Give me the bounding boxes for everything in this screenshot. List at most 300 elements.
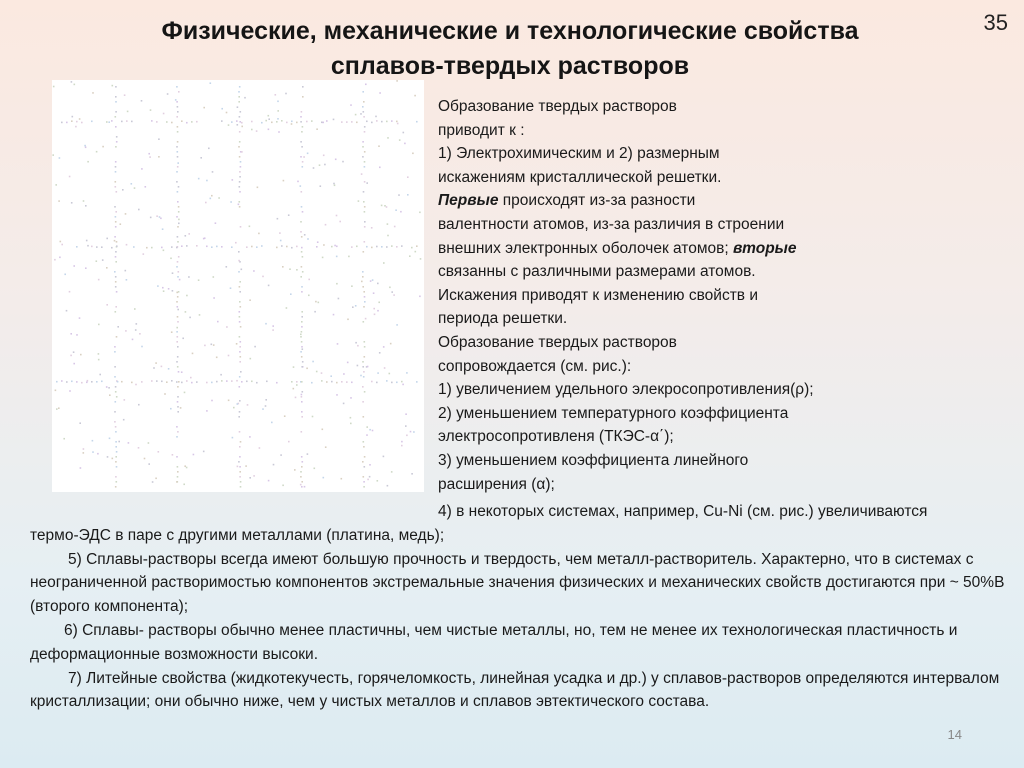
figure-speck (61, 244, 63, 246)
figure-speck (145, 186, 147, 188)
figure-speck (226, 326, 228, 328)
figure-speck (314, 311, 316, 313)
figure-speck (206, 246, 208, 248)
figure-speck (101, 246, 103, 248)
figure-speck (139, 333, 141, 335)
figure-speck (313, 167, 315, 169)
figure-speck (239, 361, 241, 363)
figure-speck (205, 202, 207, 204)
figure-speck (306, 121, 308, 123)
figure-speck (300, 351, 302, 353)
figure-speck (127, 111, 129, 113)
figure-speck (387, 223, 389, 225)
figure-speck (176, 341, 178, 343)
figure-speck (361, 173, 363, 175)
figure-speck (161, 366, 163, 368)
figure-speck (383, 456, 385, 458)
figure-speck (323, 477, 325, 479)
figure-speck (364, 206, 366, 208)
figure-speck (176, 361, 178, 363)
figure-speck (378, 302, 380, 304)
figure-speck (251, 381, 253, 383)
figure-speck (168, 288, 170, 290)
page-title (60, 14, 960, 84)
figure-speck (115, 96, 117, 98)
figure-speck (69, 390, 71, 392)
figure-speck (404, 143, 406, 145)
figure-speck (300, 221, 302, 223)
figure-speck (118, 441, 120, 443)
figure-speck (218, 197, 220, 199)
figure-speck (239, 201, 241, 203)
figure-speck (226, 266, 228, 268)
figure-speck (336, 256, 338, 258)
figure-speck (114, 421, 116, 423)
figure-speck (138, 209, 140, 211)
figure-speck (91, 121, 93, 123)
figure-speck (114, 366, 116, 368)
figure-speck (240, 161, 242, 163)
figure-speck (366, 182, 368, 184)
figure-speck (186, 245, 188, 247)
figure-speck (322, 257, 324, 259)
figure-speck (401, 441, 403, 443)
figure-speck (54, 259, 56, 261)
figure-speck (300, 141, 302, 143)
figure-speck (177, 141, 179, 143)
figure-speck (177, 396, 179, 398)
figure-speck (271, 422, 273, 424)
figure-speck (178, 271, 180, 273)
figure-speck (176, 331, 178, 333)
figure-speck (213, 276, 215, 278)
figure-speck (166, 121, 168, 123)
figure-speck (254, 346, 256, 348)
figure-speck (286, 246, 288, 248)
figure-speck (335, 159, 337, 161)
phase-diagrams-figure (52, 80, 424, 492)
figure-speck (87, 380, 89, 382)
text-line: искажениям кристаллической решетки. (438, 168, 722, 186)
figure-speck (283, 180, 285, 182)
figure-speck (301, 316, 303, 318)
figure-speck (334, 185, 336, 187)
figure-speck (171, 380, 173, 382)
figure-speck (141, 381, 143, 383)
figure-speck (341, 121, 343, 123)
figure-speck (351, 382, 353, 384)
figure-speck (151, 247, 153, 249)
figure-speck (238, 416, 240, 418)
figure-speck (238, 96, 240, 98)
figure-speck (300, 121, 302, 123)
figure-speck (106, 121, 108, 123)
figure-speck (301, 341, 303, 343)
figure-speck (280, 454, 282, 456)
figure-speck (363, 481, 365, 483)
figure-speck (212, 171, 214, 173)
figure-speck (416, 121, 418, 123)
figure-speck (228, 400, 230, 402)
figure-speck (177, 201, 179, 203)
figure-speck (336, 394, 338, 396)
figure-speck (148, 442, 150, 444)
figure-speck (184, 392, 186, 394)
figure-speck (141, 346, 143, 348)
figure-speck (363, 371, 365, 373)
figure-speck (239, 471, 241, 473)
figure-speck (156, 380, 158, 382)
figure-speck (177, 366, 179, 368)
figure-speck (271, 122, 273, 124)
figure-speck (177, 131, 179, 133)
figure-speck (136, 323, 138, 325)
figure-speck (362, 461, 364, 463)
figure-speck (290, 293, 292, 295)
figure-speck (117, 381, 119, 383)
figure-speck (315, 301, 317, 303)
figure-speck (171, 122, 173, 124)
figure-speck (379, 352, 381, 354)
figure-speck (376, 120, 378, 122)
figure-speck (245, 465, 247, 467)
figure-speck (233, 407, 235, 409)
figure-speck (293, 388, 295, 390)
figure-speck (364, 126, 366, 128)
figure-speck (239, 351, 241, 353)
figure-speck (172, 454, 174, 456)
figure-speck (108, 387, 110, 389)
figure-speck (239, 181, 241, 183)
figure-speck (106, 386, 108, 388)
figure-speck (387, 137, 389, 139)
figure-speck (144, 458, 146, 460)
figure-speck (156, 215, 158, 217)
figure-speck (239, 141, 241, 143)
figure-speck (322, 122, 324, 124)
figure-speck (131, 183, 133, 185)
figure-speck (235, 242, 237, 244)
figure-speck (281, 120, 283, 122)
figure-speck (376, 246, 378, 248)
figure-speck (396, 121, 398, 123)
figure-speck (286, 122, 288, 124)
figure-speck (311, 120, 313, 122)
figure-speck (79, 422, 81, 424)
figure-speck (362, 271, 364, 273)
figure-speck (419, 212, 421, 214)
figure-speck (177, 386, 179, 388)
emphasis-second: вторые (732, 239, 797, 257)
figure-speck (114, 411, 116, 413)
figure-speck (241, 151, 243, 153)
figure-speck (343, 403, 345, 405)
figure-speck (316, 128, 318, 130)
figure-speck (92, 451, 94, 453)
figure-speck (198, 279, 200, 281)
figure-speck (364, 391, 366, 393)
figure-speck (176, 266, 178, 268)
figure-speck (66, 310, 68, 312)
figure-speck (330, 375, 332, 377)
figure-speck (300, 185, 302, 187)
figure-speck (239, 400, 241, 402)
figure-speck (401, 445, 403, 447)
figure-speck (58, 407, 60, 409)
figure-speck (60, 241, 62, 243)
figure-speck (114, 271, 116, 273)
figure-speck (286, 307, 288, 309)
figure-speck (158, 156, 160, 158)
figure-speck (177, 156, 179, 158)
figure-speck (115, 401, 117, 403)
figure-speck (111, 120, 113, 122)
figure-speck (301, 416, 303, 418)
figure-speck (282, 485, 284, 487)
figure-speck (322, 429, 324, 431)
figure-speck (301, 381, 303, 383)
figure-speck (302, 391, 304, 393)
figure-speck (301, 366, 303, 368)
figure-speck (360, 375, 362, 377)
figure-speck (326, 120, 328, 122)
figure-speck (157, 285, 159, 287)
figure-speck (178, 371, 180, 373)
text-line: периода решетки. (438, 310, 568, 328)
figure-speck (364, 161, 366, 163)
figure-speck (381, 205, 383, 207)
figure-speck (176, 101, 178, 103)
figure-speck (86, 382, 88, 384)
figure-speck (180, 407, 182, 409)
figure-speck (268, 480, 270, 482)
figure-speck (74, 84, 76, 86)
figure-speck (262, 408, 264, 410)
figure-speck (216, 246, 218, 248)
figure-speck (346, 381, 348, 383)
figure-speck (114, 236, 116, 238)
figure-speck (371, 247, 373, 249)
figure-speck (63, 438, 65, 440)
figure-speck (301, 326, 303, 328)
figure-speck (288, 441, 290, 443)
figure-speck (296, 381, 298, 383)
figure-speck (177, 162, 179, 164)
figure-speck (56, 381, 58, 383)
figure-speck (230, 201, 232, 203)
figure-speck (73, 351, 75, 353)
figure-speck (293, 366, 295, 368)
figure-speck (186, 467, 188, 469)
figure-speck (261, 122, 263, 124)
figure-speck (55, 390, 57, 392)
figure-speck (301, 331, 303, 333)
figure-speck (76, 121, 78, 123)
figure-speck (411, 247, 413, 249)
figure-speck (301, 466, 303, 468)
figure-speck (396, 246, 398, 248)
figure-speck (350, 397, 352, 399)
figure-speck (146, 247, 148, 249)
figure-speck (364, 341, 366, 343)
figure-speck (249, 299, 251, 301)
figure-speck (170, 408, 172, 410)
figure-speck (134, 308, 136, 310)
figure-speck (115, 171, 117, 173)
figure-speck (251, 121, 253, 123)
figure-speck (239, 311, 241, 313)
figure-speck (241, 269, 243, 271)
figure-speck (203, 107, 205, 109)
figure-speck (386, 206, 388, 208)
figure-speck (282, 266, 284, 268)
figure-speck (376, 382, 378, 384)
figure-speck (85, 205, 87, 207)
figure-speck (240, 356, 242, 358)
figure-speck (339, 221, 341, 223)
figure-speck (177, 309, 179, 311)
figure-speck (134, 187, 136, 189)
item-7: 7) Литейные свойства (жидкотекучесть, горячеломкость, линейная усадка и др.) у сплавов-растворов определяются интервалом кристаллизации; они обычно ниже, чем у чистых металлов и сплавов эвтектического состава. (30, 669, 1000, 711)
figure-speck (241, 381, 243, 383)
figure-speck (177, 431, 179, 433)
figure-speck (69, 291, 71, 293)
figure-speck (265, 405, 267, 407)
figure-speck (176, 301, 178, 303)
figure-speck (176, 456, 178, 458)
figure-speck (414, 95, 416, 97)
item-4-line-2: термо-ЭДС в паре с другими металлами (платина, медь); (30, 526, 445, 544)
figure-speck (176, 381, 178, 383)
figure-speck (301, 486, 303, 488)
figure-speck (59, 257, 61, 259)
figure-speck (369, 429, 371, 431)
figure-speck (211, 246, 213, 248)
figure-speck (176, 292, 178, 294)
figure-speck (253, 270, 255, 272)
figure-speck (83, 200, 85, 202)
figure-speck (308, 295, 310, 297)
figure-speck (91, 381, 93, 383)
figure-speck (323, 244, 325, 246)
figure-speck (114, 206, 116, 208)
figure-speck (115, 86, 117, 88)
figure-speck (363, 251, 365, 253)
figure-speck (191, 382, 193, 384)
figure-speck (176, 146, 178, 148)
text-line: Искажения приводят к изменению свойств и (438, 286, 758, 304)
figure-speck (375, 116, 377, 118)
figure-speck (266, 381, 268, 383)
figure-speck (141, 100, 143, 102)
figure-speck (300, 276, 302, 278)
figure-speck (413, 431, 415, 433)
figure-speck (355, 305, 357, 307)
figure-speck (300, 484, 302, 486)
figure-speck (239, 321, 241, 323)
figure-speck (115, 221, 117, 223)
right-text-column (438, 95, 998, 496)
figure-speck (280, 240, 282, 242)
figure-speck (162, 228, 164, 230)
figure-speck (216, 357, 218, 359)
figure-speck (114, 376, 116, 378)
figure-speck (232, 437, 234, 439)
figure-speck (71, 81, 73, 83)
figure-speck (115, 166, 117, 168)
figure-speck (178, 211, 180, 213)
figure-speck (240, 111, 242, 113)
figure-speck (307, 453, 309, 455)
figure-speck (237, 124, 239, 126)
figure-speck (278, 131, 280, 133)
figure-speck (125, 213, 127, 215)
figure-speck (364, 296, 366, 298)
figure-speck (151, 120, 153, 122)
figure-speck (115, 431, 117, 433)
figure-speck (239, 316, 241, 318)
figure-speck (318, 302, 320, 304)
figure-speck (166, 381, 168, 383)
figure-speck (56, 408, 58, 410)
figure-speck (268, 115, 270, 117)
figure-graphic (52, 80, 424, 492)
item-6: 6) Сплавы- растворы обычно менее пластичны, чем чистые металлы, но, тем не менее их технологическая пластичность и деформационные возможности высоки. (30, 621, 958, 663)
figure-speck (333, 183, 335, 185)
figure-speck (383, 262, 385, 264)
figure-speck (365, 84, 367, 86)
figure-speck (347, 319, 349, 321)
figure-speck (216, 381, 218, 383)
figure-speck (369, 476, 371, 478)
figure-speck (301, 394, 303, 396)
figure-speck (237, 466, 239, 468)
figure-speck (175, 99, 177, 101)
figure-speck (276, 382, 278, 384)
figure-speck (238, 101, 240, 103)
figure-speck (363, 446, 365, 448)
figure-speck (367, 479, 369, 481)
figure-speck (251, 129, 253, 131)
figure-speck (115, 251, 117, 253)
figure-speck (237, 403, 239, 405)
figure-speck (115, 261, 117, 263)
figure-speck (377, 310, 379, 312)
figure-speck (177, 321, 179, 323)
figure-speck (412, 153, 414, 155)
figure-speck (158, 451, 160, 453)
figure-speck (308, 279, 310, 281)
figure-speck (301, 146, 303, 148)
figure-speck (107, 456, 109, 458)
figure-speck (188, 233, 190, 235)
figure-speck (374, 314, 376, 316)
figure-speck (363, 111, 365, 113)
figure-speck (115, 446, 117, 448)
figure-speck (76, 246, 78, 248)
figure-speck (239, 301, 241, 303)
figure-speck (410, 431, 412, 433)
figure-speck (377, 480, 379, 482)
figure-speck (96, 260, 98, 262)
figure-speck (178, 381, 180, 383)
figure-speck (239, 336, 241, 338)
figure-speck (115, 441, 117, 443)
figure-speck (239, 286, 241, 288)
figure-speck (317, 241, 319, 243)
figure-speck (275, 94, 277, 96)
figure-speck (296, 269, 298, 271)
